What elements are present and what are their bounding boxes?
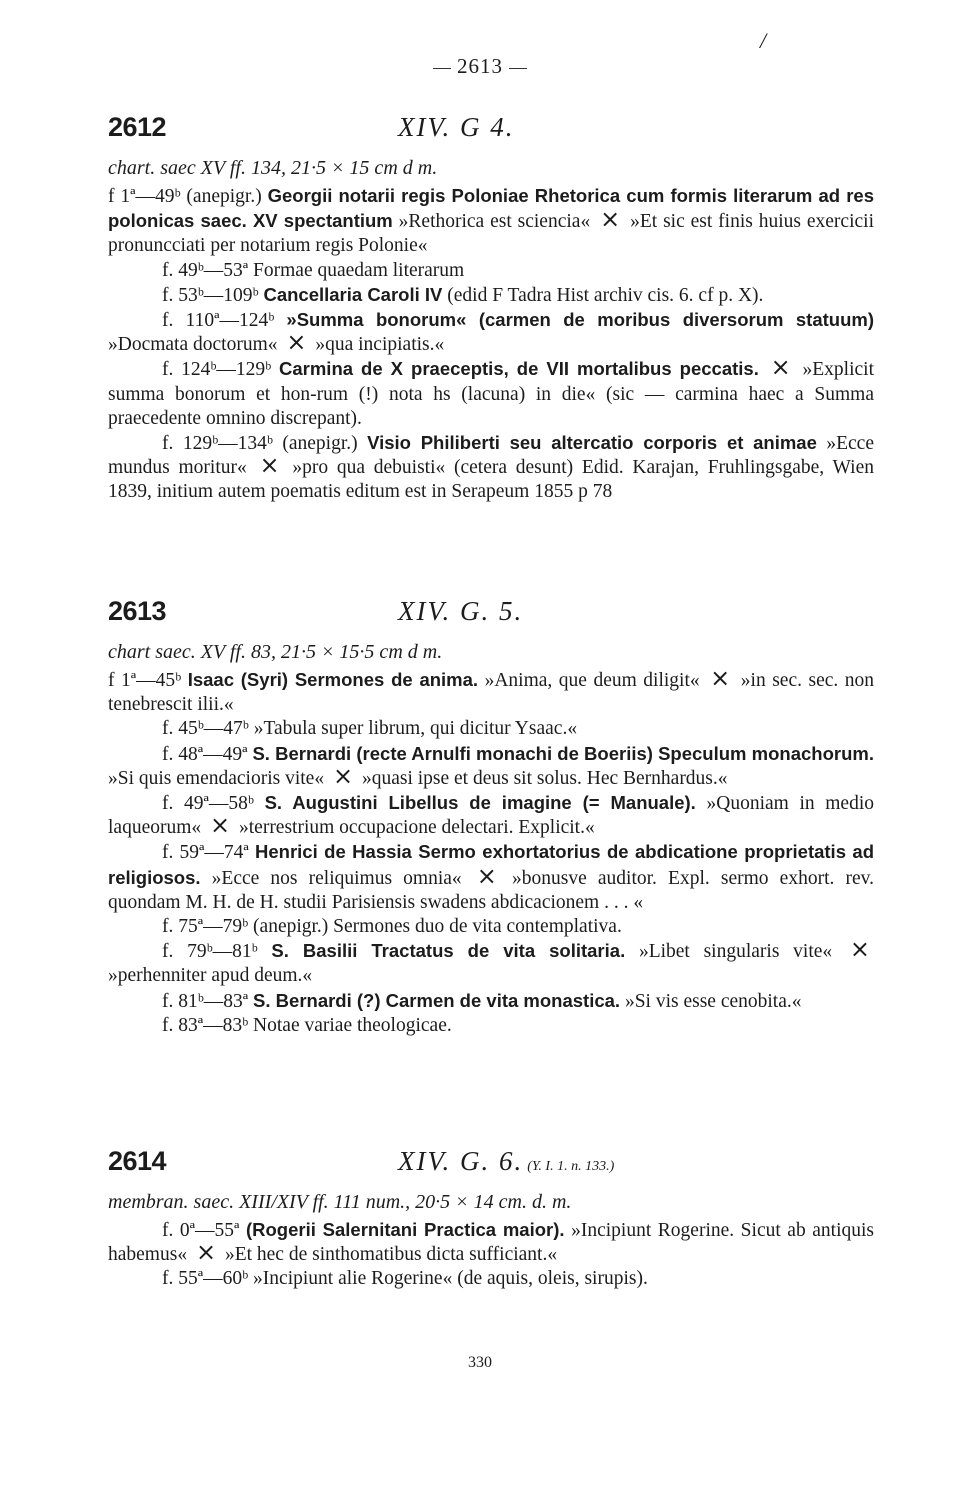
- manuscript-item: [108, 431, 874, 505]
- folio-range: f. 48ª—49ª: [162, 743, 248, 765]
- folio-range: f. 45ᵇ—47ᵇ: [162, 718, 249, 740]
- entry-header: [108, 1146, 874, 1186]
- physical-description: chart. saec XV ff. 134, 21·5 × 15 cm d m.: [108, 157, 438, 179]
- work-title: S. Basilii Tractatus de vita solitaria.: [271, 940, 626, 962]
- manuscript-item: [108, 664, 875, 717]
- manuscript-item: [108, 1218, 874, 1267]
- separator-cross-mark: ×: [849, 935, 870, 964]
- separator-cross-mark: ×: [332, 761, 354, 790]
- shelfmark-text: XIV. G. 6.: [398, 1146, 524, 1176]
- entry-number: 2613: [108, 596, 167, 626]
- incipit-explicit: »Si vis esse cenobita.«: [624, 990, 802, 1012]
- shelfmark: [398, 1146, 614, 1177]
- folio-range: f. 81ᵇ—83ª: [162, 990, 249, 1012]
- work-title: Henrici de Hassia Sermo exhortatorius de abdicatione proprietatis ad religiosos.: [108, 841, 875, 888]
- work-title: Georgii notarii regis Poloniae Rhetorica cum formis literarum ad res polonicas saec. XV spectantium: [108, 185, 875, 232]
- incipit-explicit: (anepigr.) Sermones duo de vita contemplativa.: [253, 916, 622, 938]
- incipit-explicit: »Si quis emendacioris vite« × »quasi ipse et deus sit solus. Hec Bernhardus.«: [108, 761, 728, 790]
- work-title: Carmina de X praeceptis, de VII mortalibus peccatis.: [279, 358, 759, 380]
- catalogue-entry: [108, 596, 874, 1038]
- shelfmark-text: XIV. G. 5.: [398, 596, 524, 626]
- manuscript-item: [108, 308, 874, 357]
- manuscript-item: [108, 742, 874, 791]
- catalogue-entry: [108, 1146, 874, 1292]
- shelfmark: [398, 112, 515, 143]
- separator-cross-mark: ×: [710, 664, 731, 692]
- entry-header: [108, 112, 874, 152]
- separator-cross-mark: ×: [770, 353, 791, 382]
- physical-description: chart saec. XV ff. 83, 21·5 × 15·5 cm d m.: [108, 641, 443, 663]
- work-title: (Rogerii Salernitani Practica maior).: [245, 1219, 565, 1240]
- incipit-explicit: (edid F Tadra Hist archiv cis. 6. cf p. X).: [447, 284, 764, 306]
- margin-tick-mark: /: [760, 28, 767, 53]
- separator-cross-mark: ×: [600, 205, 621, 234]
- folio-range: f. 79ᵇ—81ᵇ: [162, 941, 258, 963]
- catalogue-entry: [108, 112, 874, 505]
- manuscript-item: [108, 1014, 874, 1038]
- incipit-explicit: »Anima, que deum diligit« × »in sec. sec. non tenebrescit ilii.«: [108, 664, 875, 716]
- folio-range: f. 0ª—55ª: [162, 1220, 240, 1241]
- folio-range: f. 53ᵇ—109ᵇ: [162, 284, 259, 306]
- entry-number: 2614: [108, 1146, 167, 1176]
- folio-range: f. 75ª—79ᵇ: [162, 916, 249, 938]
- manuscript-item: [108, 283, 874, 308]
- entry-number: 2612: [108, 112, 167, 142]
- incipit-explicit: »Incipiunt Rogerine. Sicut ab antiquis habemus« × »Et hec de sinthomatibus dicta sufficiant.«: [108, 1220, 874, 1267]
- folio-range: f 1ª—49ᵇ (anepigr.): [108, 186, 262, 207]
- running-head-rule-left: [433, 68, 451, 69]
- manuscript-item: [108, 717, 874, 741]
- separator-cross-mark: ×: [195, 1238, 217, 1267]
- incipit-explicit: »Incipiunt alie Rogerine« (de aquis, oleis, sirupis).: [253, 1268, 648, 1290]
- separator-cross-mark: ×: [476, 861, 497, 890]
- incipit-explicit: »Tabula super librum, qui dicitur Ysaac.«: [253, 718, 578, 740]
- manuscript-item: [108, 259, 874, 283]
- separator-cross-mark: ×: [286, 328, 307, 357]
- folio-range: f. 55ª—60ᵇ: [162, 1268, 249, 1290]
- folio-range: f 1ª—45ᵇ: [108, 670, 182, 691]
- manuscript-item: [108, 353, 875, 431]
- work-title: S. Bernardi (recte Arnulfi monachi de Boeriis) Speculum monachorum.: [252, 742, 874, 764]
- running-head: [0, 54, 960, 79]
- manuscript-item: [108, 989, 874, 1014]
- folio-range: f. 124ᵇ—129ᵇ: [162, 359, 272, 381]
- work-title: Isaac (Syri) Sermones de anima.: [187, 669, 479, 690]
- running-head-rule-right: [509, 68, 527, 69]
- incipit-explicit: Notae variae theologicae.: [253, 1014, 452, 1036]
- incipit-explicit: »Docmata doctorum« × »qua incipiatis.«: [108, 328, 445, 357]
- folio-range: f. 110ª—124ᵇ: [162, 310, 275, 332]
- incipit-explicit: »Quoniam in medio laqueorum« × »terrestrium occupacione delectari. Explicit.«: [108, 793, 875, 840]
- manuscript-item: [108, 184, 874, 259]
- work-title: »Summa bonorum« (carmen de moribus diversorum statuum): [286, 309, 874, 331]
- incipit-explicit: »Rethorica est sciencia« × »Et sic est finis huius exercicii pronuncciati per notarium regis Polonie«: [108, 205, 874, 257]
- separator-cross-mark: ×: [210, 811, 231, 840]
- work-title: Visio Philiberti seu altercatio corporis et animae: [367, 432, 817, 454]
- entry-header: [108, 596, 874, 636]
- work-title: S. Bernardi (?) Carmen de vita monastica.: [253, 989, 621, 1011]
- incipit-explicit: »Libet singularis vite« × »perhenniter apud deum.«: [108, 935, 870, 987]
- work-title: S. Augustini Libellus de imagine (= Manuale).: [264, 792, 696, 814]
- physical-description: membran. saec. XIII/XIV ff. 111 num., 20·5 × 14 cm. d. m.: [108, 1191, 572, 1213]
- shelfmark: [398, 596, 523, 627]
- manuscript-item: [108, 840, 874, 915]
- folio-range: f. 59ª—74ª: [162, 842, 249, 864]
- folio-range: f. 49ª—58ᵇ: [162, 793, 254, 815]
- incipit-explicit: »Ecce nos reliquimus omnia« × »bonusve auditor. Expl. sermo exhort. rev. quondam M. H. de H. studii Parisiensis swadens abdicacionem . . . «: [108, 861, 874, 913]
- manuscript-item: [108, 791, 874, 840]
- shelfmark-text: XIV. G 4.: [398, 112, 515, 142]
- folio-range: f. 129ᵇ—134ᵇ (anepigr.): [162, 433, 358, 455]
- incipit-explicit: × »Explicit summa bonorum et hon-rum (!) nota hs (lacuna) in die« (sic — carmina haec a Summa praecedente omnino discrepant).: [108, 353, 875, 429]
- work-title: Cancellaria Caroli IV: [263, 283, 443, 305]
- incipit-explicit: Formae quaedam literarum: [253, 259, 465, 281]
- item-list: [108, 184, 874, 505]
- folio-range: f. 49ᵇ—53ª: [162, 259, 249, 281]
- running-head-number: 2613: [457, 54, 503, 78]
- page-number: 330: [468, 1354, 492, 1371]
- manuscript-item: [108, 935, 874, 988]
- separator-cross-mark: ×: [259, 451, 280, 480]
- incipit-explicit: »Ecce mundus moritur« × »pro qua debuisti« (cetera desunt) Edid. Karajan, Fruhlingsgabe, Wien 1839, initium autem poematis editum est in Serapeum 1855 p 78: [108, 433, 875, 503]
- manuscript-item: [108, 1267, 874, 1291]
- old-shelfmark-note: (Y. I. 1. n. 133.): [527, 1159, 615, 1174]
- item-list: [108, 664, 875, 1038]
- folio-range: f. 83ª—83ᵇ: [162, 1014, 249, 1036]
- item-list: [108, 1218, 874, 1292]
- manuscript-item: [108, 915, 874, 939]
